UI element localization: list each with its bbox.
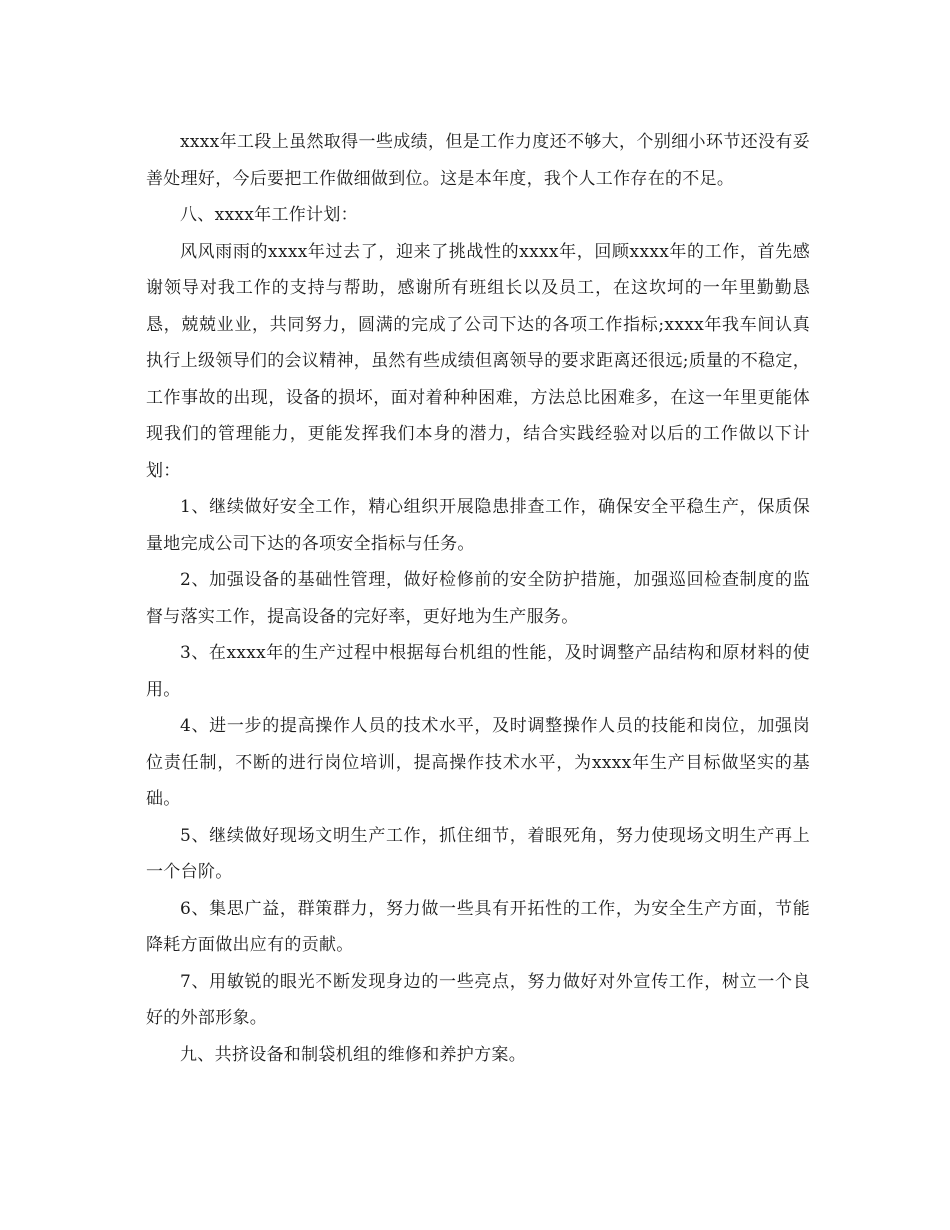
section-heading-work-plan: 八、xxxx年工作计划： <box>180 205 358 225</box>
plan-item-4: 4、进一步的提高操作人员的技术水平，及时调整操作人员的技能和岗位，加强岗位责任制，不断的进行岗位培训，提高操作技术水平，为xxxx年生产目标做坚实的基础。 <box>146 716 810 809</box>
plan-item-5: 5、继续做好现场文明生产工作，抓住细节，着眼死角，努力使现场文明生产再上一个台阶。 <box>146 825 810 882</box>
section-heading-maintenance: 九、共挤设备和制袋机组的维修和养护方案。 <box>180 1044 526 1065</box>
plan-item-6: 6、集思广益，群策群力，努力做一些具有开拓性的工作，为安全生产方面，节能降耗方面做出应有的贡献。 <box>146 898 810 955</box>
plan-item-2: 2、加强设备的基础性管理，做好检修前的安全防护措施，加强巡回检查制度的监督与落实工作，提高设备的完好率，更好地为生产服务。 <box>146 570 810 627</box>
paragraph-shortcomings: xxxx年工段上虽然取得一些成绩，但是工作力度还不够大，个别细小环节还没有妥善处理好，今后要把工作做细做到位。这是本年度，我个人工作存在的不足。 <box>146 132 810 189</box>
plan-item-7: 7、用敏锐的眼光不断发现身边的一些亮点，努力做好对外宣传工作，树立一个良好的外部形象。 <box>146 971 810 1028</box>
plan-item-3: 3、在xxxx年的生产过程中根据每台机组的性能，及时调整产品结构和原材料的使用。 <box>146 643 810 700</box>
plan-item-1: 1、继续做好安全工作，精心组织开展隐患排查工作，确保安全平稳生产，保质保量地完成公司下达的各项安全指标与任务。 <box>146 497 810 554</box>
paragraph-work-plan-intro: 风风雨雨的xxxx年过去了，迎来了挑战性的xxxx年，回顾xxxx年的工作，首先感谢领导对我工作的支持与帮助，感谢所有班组长以及员工，在这坎坷的一年里勤勤恳恳，兢兢业业，共同努力，圆满的完成了公司下达的各项工作指标;xxxx年我车间认真执行上级领导们的会议精神，虽然有些成绩但离领导的要求距离还很远;质量的不稳定，工作事故的出现，设备的损坏，面对着种种困难，方法总比困难多，在这一年里更能体现我们的管理能力，更能发挥我们本身的潜力，结合实践经验对以后的工作做以下计划： <box>146 241 810 481</box>
document-body <box>146 124 810 1073</box>
